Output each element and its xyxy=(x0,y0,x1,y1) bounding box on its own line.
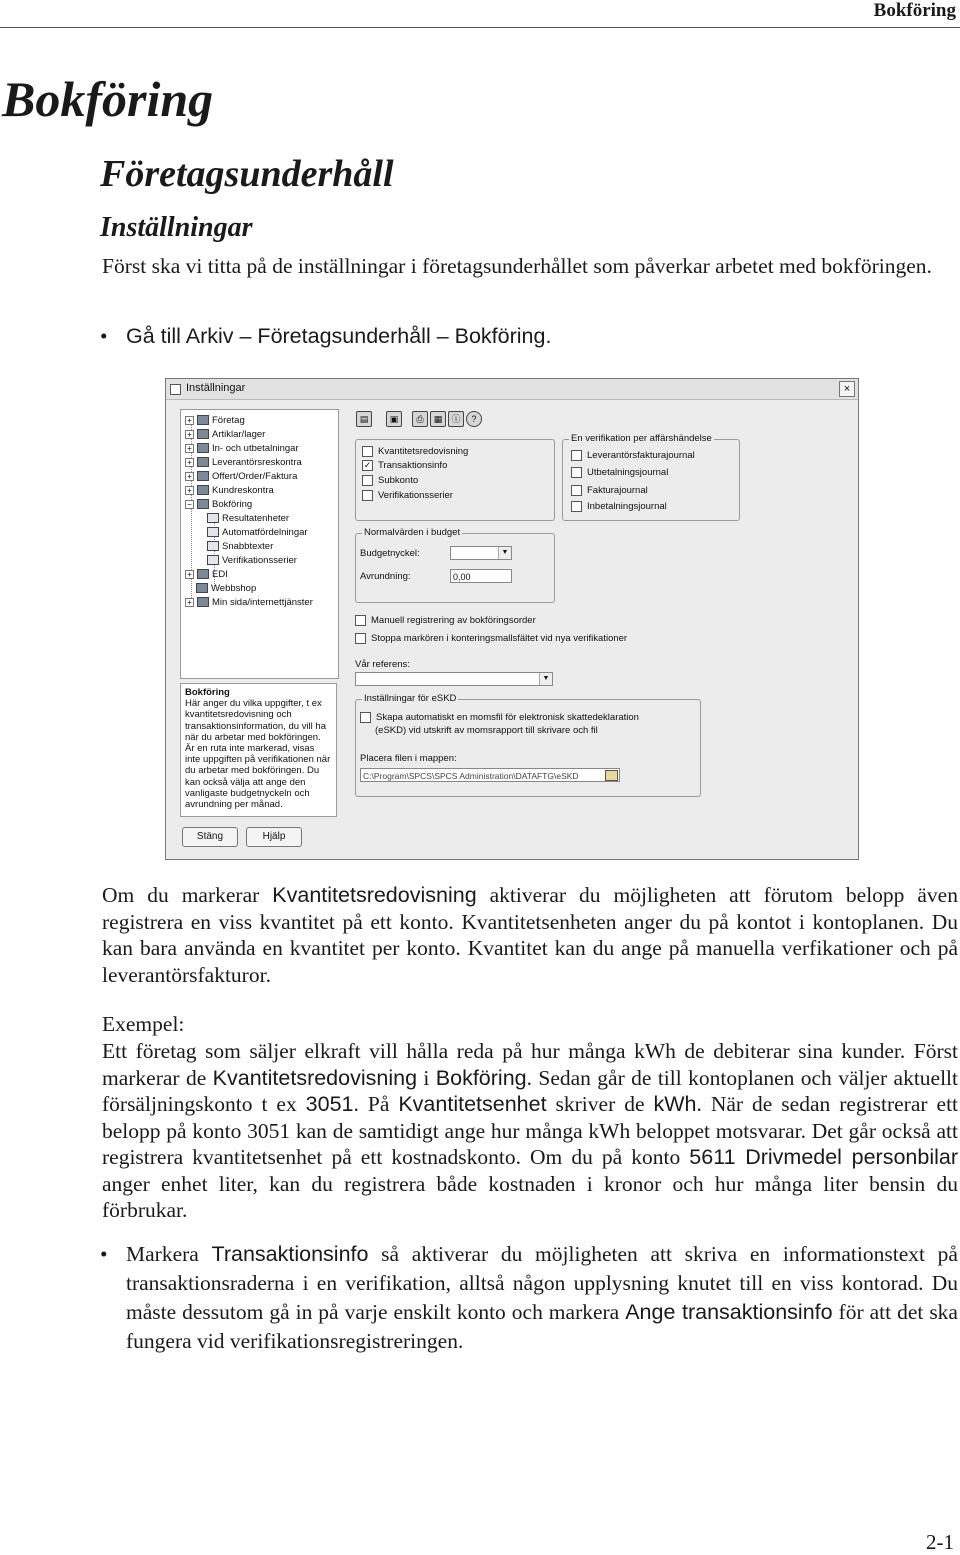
expand-icon[interactable]: + xyxy=(185,570,194,579)
checkbox-inbetalningsjournal[interactable]: Inbetalningsjournal xyxy=(571,501,667,513)
expand-icon[interactable]: + xyxy=(185,430,194,439)
preview-icon[interactable]: ▦ xyxy=(430,411,446,427)
budget-key-label: Budgetnyckel: xyxy=(360,548,420,559)
options-group xyxy=(355,439,555,521)
folder-label: Placera filen i mappen: xyxy=(360,753,457,764)
bullet-dot: • xyxy=(100,324,108,348)
checkbox-box[interactable] xyxy=(362,490,373,501)
close-icon[interactable]: × xyxy=(839,381,855,397)
reference-dropdown[interactable] xyxy=(355,672,553,686)
collapse-icon[interactable]: − xyxy=(185,500,194,509)
bullet-text: Markera Transaktionsinfo så aktiverar du möjligheten att skriva en informationstext på transaktionsraderna i en verifikation, alltså någon upplysning knutet till en viss kontorad. Du måste dessutom gå in på varje enskilt konto och markera Ange transaktionsinfo för att det ska fungera vid verifikationsregistreringen. xyxy=(126,1242,958,1353)
checkbox-stoppa-markoren[interactable]: Stoppa markören i konteringsmallsfältet vid nya verifikationer xyxy=(355,633,627,645)
document-icon xyxy=(197,471,209,481)
checkbox-box[interactable] xyxy=(571,467,582,478)
running-header: Bokföring xyxy=(873,0,956,21)
page-icon xyxy=(207,541,219,551)
eskd-group xyxy=(355,693,701,797)
print-icon[interactable]: ⎙ xyxy=(412,411,428,427)
checkbox-kvantitetsredovisning[interactable]: Kvantitetsredovisning xyxy=(362,446,468,458)
checkbox-box[interactable] xyxy=(571,485,582,496)
page-number: 2-1 xyxy=(926,1530,954,1554)
settings-window-screenshot xyxy=(165,378,859,860)
subsection-title: Inställningar xyxy=(100,212,253,243)
bullet-dot: • xyxy=(100,1242,108,1266)
tree-item-leverantor[interactable]: + Leverantörsreskontra xyxy=(185,456,302,469)
chevron-down-icon[interactable]: ▼ xyxy=(498,547,511,559)
eskd-group-title: Inställningar för eSKD xyxy=(364,693,457,704)
checkbox-eskd-momsfil[interactable]: Skapa automatiskt en momsfil för elektronisk skattedeklaration xyxy=(360,712,639,724)
checkbox-box[interactable] xyxy=(360,712,371,723)
folder-icon[interactable] xyxy=(605,770,618,781)
page-icon xyxy=(207,527,219,537)
checkbox-box[interactable] xyxy=(355,633,366,644)
budget-group-title: Normalvärden i budget xyxy=(364,527,461,538)
eskd-checkbox-continuation: (eSKD) vid utskrift av momsrapport till skrivare och fil xyxy=(375,725,598,736)
cart-icon xyxy=(196,583,208,593)
window-title: Inställningar xyxy=(186,382,246,394)
term-kvantitetsredovisning: Kvantitetsredovisning xyxy=(272,883,477,907)
folder-path-field[interactable]: C:\Program\SPCS\SPCS Administration\DATAFTG\eSKD xyxy=(360,768,620,782)
help-title: Bokföring xyxy=(185,687,230,698)
budget-group xyxy=(355,527,555,603)
info-icon[interactable]: ⓘ xyxy=(448,411,464,427)
tree-item-webbshop[interactable]: Webbshop xyxy=(196,582,256,595)
tree-item-kund[interactable]: + Kundreskontra xyxy=(185,484,274,497)
verifikation-group-title: En verifikation per affärshändelse xyxy=(571,433,712,444)
checkbox-box[interactable] xyxy=(362,446,373,457)
verifikation-group xyxy=(562,433,740,521)
window-app-icon xyxy=(170,384,181,395)
checkbox-utbetalningsjournal[interactable]: Utbetalningsjournal xyxy=(571,467,668,479)
checkbox-manuell-registrering[interactable]: Manuell registrering av bokföringsorder xyxy=(355,615,536,627)
tree-item-offert[interactable]: + Offert/Order/Faktura xyxy=(185,470,297,483)
question-icon[interactable]: ? xyxy=(466,411,482,427)
paragraph-kvantitet: Om du markerar Kvantitetsredovisning aktiverar du möjligheten att förutom belopp även registrera en viss kvantitet på ett konto. Kvantitetsenheten anger du på kontot i kontoplanen. Du kan bara använda en kvantitet per konto. Kvantitet kan du ange på manuella verfikationer och på leverantörsfakturor. xyxy=(102,883,958,987)
ledger-icon xyxy=(197,457,209,467)
tree-item-foretag[interactable]: + Företag xyxy=(185,414,245,427)
customer-icon xyxy=(197,485,209,495)
checkbox-box[interactable] xyxy=(571,501,582,512)
tree-item-snabbtexter[interactable]: Snabbtexter xyxy=(207,540,273,553)
rounding-label: Avrundning: xyxy=(360,571,411,582)
network-icon xyxy=(197,569,209,579)
menu-path: Arkiv – Företagsunderhåll – Bokföring. xyxy=(185,324,552,348)
new-icon[interactable]: ▤ xyxy=(356,411,372,427)
settings-tree xyxy=(180,409,339,679)
paragraph-example: Ett företag som säljer elkraft vill hålla reda på hur många kWh de debiterar sina kunder. Först markerar de Kvantitetsredovisning i Bokföring. Sedan går de till kontoplanen och väljer aktuellt försäljningskonto t ex 3051. På Kvantitetsenhet skriver de kWh. När de sedan registrerar ett belopp på konto 3051 kan de samtidigt ange hur många kWh beloppet motsvarar. Det går också att registrera kvantitetsenhet på ett kostnadskonto. Om du på konto 5611 Drivmedel personbilar anger enhet liter, kan du registrera både kostnaden i kronor och hur många liter bensin du förbrukar. xyxy=(102,1039,959,1222)
book-icon xyxy=(197,499,209,509)
tree-item-artiklar[interactable]: + Artiklar/lager xyxy=(185,428,265,441)
tree-item-bokforing[interactable]: − Bokföring xyxy=(185,498,252,511)
help-text: Här anger du vilka uppgifter, t ex kvantitetsredovisning och transaktionsinformation, du vill ha när du arbetar med bokföringen. Är en ruta inte markerad, visas inte uppgiften på verifikationen när du arbetar med bokföringen. Du kan också välja att ange den vanligaste budgetnyckeln och avrundning per månad. xyxy=(185,698,331,811)
example-heading: Exempel: xyxy=(102,1012,185,1036)
tree-item-in-ut[interactable]: + In- och utbetalningar xyxy=(185,442,299,455)
page-icon xyxy=(207,555,219,565)
money-icon xyxy=(197,443,209,453)
tree-item-verifikationsserier[interactable]: Verifikationsserier xyxy=(207,554,297,567)
window-titlebar xyxy=(166,379,858,400)
rounding-field[interactable]: 0,00 xyxy=(450,569,512,583)
globe-icon xyxy=(197,597,209,607)
chapter-title: Bokföring xyxy=(2,71,214,127)
checkbox-box[interactable] xyxy=(571,450,582,461)
expand-icon[interactable]: + xyxy=(185,416,194,425)
expand-icon[interactable]: + xyxy=(185,444,194,453)
section-title: Företagsunderhåll xyxy=(100,153,394,195)
help-text-box xyxy=(180,683,337,817)
help-button[interactable]: Hjälp xyxy=(246,827,302,847)
save-icon[interactable]: ▣ xyxy=(386,411,402,427)
chevron-down-icon[interactable]: ▼ xyxy=(539,673,552,685)
checkbox-leverantorsfakturajournal[interactable]: Leverantörsfakturajournal xyxy=(571,450,695,462)
expand-icon[interactable]: + xyxy=(185,458,194,467)
intro-paragraph: Först ska vi titta på de inställningar i företagsunderhållet som påverkar arbetet med bokföringen. xyxy=(102,254,932,278)
bullet-goto-menu xyxy=(100,322,958,351)
checkbox-fakturajournal[interactable]: Fakturajournal xyxy=(571,485,648,497)
bullet-transaktionsinfo xyxy=(100,1240,958,1356)
checkbox-transaktionsinfo[interactable]: ✓ Transaktionsinfo xyxy=(363,460,448,472)
close-button[interactable]: Stäng xyxy=(182,827,238,847)
reference-label: Vår referens: xyxy=(355,659,410,670)
budget-key-dropdown[interactable] xyxy=(450,546,512,560)
expand-icon[interactable]: + xyxy=(185,598,194,607)
checkbox-box[interactable] xyxy=(362,475,373,486)
checkbox-box[interactable] xyxy=(355,615,366,626)
tree-item-min-sida[interactable]: + Min sida/internettjänster xyxy=(185,596,313,609)
page-icon xyxy=(207,513,219,523)
building-icon xyxy=(197,415,209,425)
bullet-text: Gå till Arkiv – Företagsunderhåll – Bokföring. xyxy=(126,324,552,348)
checkbox-subkonto[interactable]: Subkonto xyxy=(362,475,418,487)
expand-icon[interactable]: + xyxy=(185,472,194,481)
tree-item-edi[interactable]: + EDI xyxy=(185,568,228,581)
header-rule xyxy=(0,27,960,28)
expand-icon[interactable]: + xyxy=(185,486,194,495)
checkbox-verifikationsserier[interactable]: Verifikationsserier xyxy=(362,490,453,502)
box-icon xyxy=(197,429,209,439)
tree-item-resultatenheter[interactable]: Resultatenheter xyxy=(207,512,289,525)
checkbox-box[interactable]: ✓ xyxy=(363,460,372,470)
tree-item-automatfordelningar[interactable]: Automatfördelningar xyxy=(207,526,308,539)
